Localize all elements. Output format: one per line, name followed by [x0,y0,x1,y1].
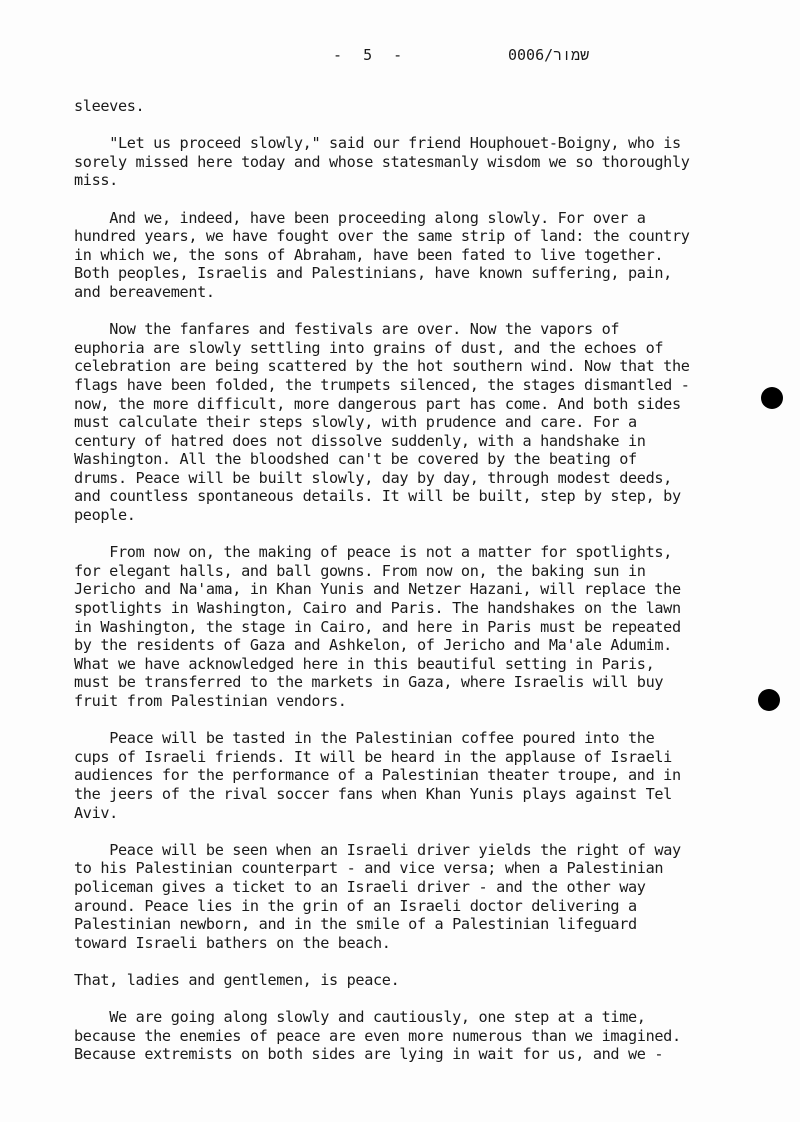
paragraph: And we, indeed, have been proceeding along slowly. For over a hundred years, we have fought over the same strip of land: the country in which we, the sons of Abraham, have been fated to live together. Both peoples, Israelis and Palestinians, have known suffering, pain, and bereavement. [74,208,690,301]
punch-hole [761,387,783,409]
paragraph: That, ladies and gentlemen, is peace. [74,970,400,989]
paragraph: Peace will be tasted in the Palestinian coffee poured into the cups of Israeli friends. It will be heard in the applause of Israeli audiences for the performance of a Palestinian theater troupe, and in the jeers of the rival soccer fans when Khan Yunis plays against Tel Aviv. [74,729,681,822]
document-body [74,97,754,1064]
paragraph: Now the fanfares and festivals are over. Now the vapors of euphoria are slowly settling into grains of dust, and the echoes of celebration are being scattered by the hot southern wind. Now that the flags have been folded, the trumpets silenced, the stages dismantled - now, the more difficult, more dangerous part has come. And both sides must calculate their steps slowly, with prudence and care. For a century of hatred does not dissolve suddenly, with a handshake in Washington. All the bloodshed can't be covered by the beating of drums. Peace will be built slowly, day by day, through modest deeds, and countless spontaneous details. It will be built, step by step, by people. [74,320,690,525]
paragraph: From now on, the making of peace is not a matter for spotlights, for elegant halls, and ball gowns. From now on, the baking sun in Jericho and Na'ama, in Khan Yunis and Netzer Hazani, will replace the spotlights in Washington, Cairo and Paris. The handshakes on the lawn in Washington, the stage in Cairo, and here in Paris must be repeated by the residents of Gaza and Ashkelon, of Jericho and Ma'ale Adumim. What we have acknowledged here in this beautiful setting in Paris, must be transferred to the markets in Gaza, where Israelis will buy fruit from Palestinian vendors. [74,543,681,710]
punch-hole [758,689,780,711]
paragraph: sleeves. [74,97,145,115]
page-number: - 5 - [333,46,404,64]
paragraph: Peace will be seen when an Israeli driver yields the right of way to his Palestinian counterpart - and vice versa; when a Palestinian policeman gives a ticket to an Israeli driver - and the other way around. Peace lies in the grin of an Israeli doctor delivering a Palestinian newborn, and in the smile of a Palestinian lifeguard toward Israeli bathers on the beach. [74,840,681,952]
paragraph: "Let us proceed slowly," said our friend Houphouet-Boigny, who is sorely missed here today and whose statesmanly wisdom we so thoroughly miss. [74,134,690,190]
document-reference: 0006/שמור [508,46,590,64]
paragraph: We are going along slowly and cautiously, one step at a time, because the enemies of peace are even more numerous than we imagined. Because extremists on both sides are lying in wait for us, and we - [74,1008,681,1064]
